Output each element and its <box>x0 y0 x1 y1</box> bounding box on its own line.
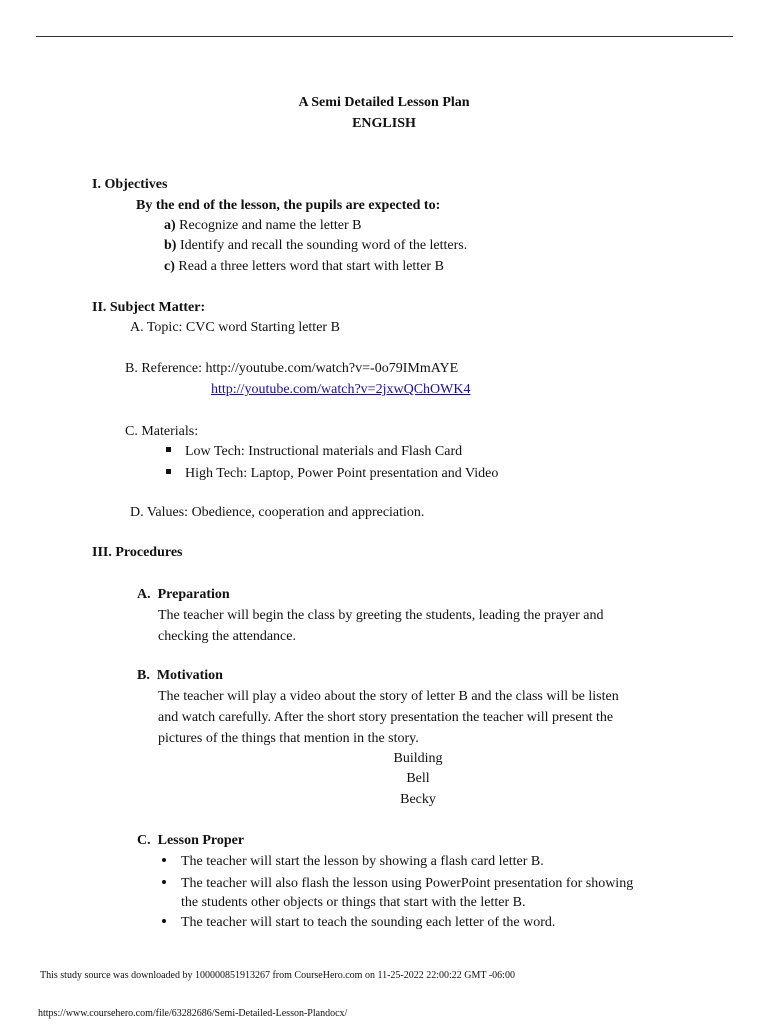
topic-line: A. Topic: CVC word Starting letter B <box>130 320 340 335</box>
bullet-text: The teacher will start the lesson by showing a flash card letter B. <box>181 854 544 869</box>
objective-marker: b) <box>164 238 177 253</box>
paragraph-line: pictures of the things that mention in the story. <box>158 731 419 746</box>
objectives-heading: I. Objectives <box>92 177 168 192</box>
lesson-proper-marker: C. <box>137 833 151 848</box>
paragraph-line: checking the attendance. <box>158 629 296 644</box>
download-notice: This study source was downloaded by 100000851913267 from CourseHero.com on 11-25-2022 22:00:22 GMT -06:00 <box>40 970 515 981</box>
objective-marker: a) <box>164 218 176 233</box>
objective-text: Recognize and name the letter B <box>179 218 362 233</box>
objective-item-a <box>164 216 362 236</box>
dot-bullet-icon <box>162 858 166 862</box>
lesson-bullet-2-continuation: the students other objects or things that start with the letter B. <box>181 895 526 910</box>
lesson-bullet-3 <box>162 913 555 933</box>
objective-text: Read a three letters word that start with letter B <box>178 259 444 274</box>
document-subject: ENGLISH <box>352 116 416 131</box>
square-bullet-icon <box>166 447 171 452</box>
dot-bullet-icon <box>162 880 166 884</box>
objectives-intro: By the end of the lesson, the pupils are expected to: <box>136 198 441 213</box>
preparation-title: Preparation <box>157 587 230 602</box>
dot-bullet-icon <box>162 919 166 923</box>
objective-marker: c) <box>164 259 175 274</box>
bullet-text: The teacher will also flash the lesson using PowerPoint presentation for showing <box>181 876 634 891</box>
motivation-marker: B. <box>137 668 150 683</box>
paragraph-line: The teacher will begin the class by greeting the students, leading the prayer and <box>158 608 604 623</box>
materials-label: C. Materials: <box>125 424 199 439</box>
reference-link-text[interactable]: http://youtube.com/watch?v=2jxwQChOWK4 <box>211 382 471 397</box>
objective-item-b <box>164 236 467 256</box>
lesson-proper-heading <box>137 831 244 851</box>
story-word-building: Building <box>393 751 443 766</box>
values-line: D. Values: Obedience, cooperation and appreciation. <box>130 505 425 520</box>
lesson-proper-title: Lesson Proper <box>157 833 245 848</box>
objective-item-c <box>164 257 444 277</box>
lesson-bullet-2 <box>162 874 633 894</box>
materials-item-low-tech <box>166 442 462 462</box>
square-bullet-icon <box>166 469 171 474</box>
story-word-becky: Becky <box>400 792 436 807</box>
preparation-marker: A. <box>137 587 151 602</box>
document-title: A Semi Detailed Lesson Plan <box>298 95 470 110</box>
procedures-heading: III. Procedures <box>92 545 183 560</box>
objective-text: Identify and recall the sounding word of the letters. <box>179 238 468 253</box>
motivation-title: Motivation <box>156 668 223 683</box>
reference-line: B. Reference: http://youtube.com/watch?v=-0o79IMmAYE <box>125 361 459 376</box>
motivation-heading <box>137 666 223 686</box>
materials-item-high-tech <box>166 464 498 484</box>
materials-item-text: Low Tech: Instructional materials and Flash Card <box>185 444 463 459</box>
preparation-paragraph <box>158 605 604 647</box>
paragraph-line: The teacher will play a video about the story of letter B and the class will be listen <box>158 689 619 704</box>
motivation-paragraph <box>158 686 619 749</box>
lesson-bullet-1 <box>162 852 544 872</box>
materials-item-text: High Tech: Laptop, Power Point presentation and Video <box>185 466 499 481</box>
reference-link[interactable] <box>211 380 470 400</box>
top-divider <box>36 36 733 37</box>
preparation-heading <box>137 585 230 605</box>
subject-matter-heading: II. Subject Matter: <box>92 300 206 315</box>
paragraph-line: and watch carefully. After the short story presentation the teacher will present the <box>158 710 614 725</box>
bullet-text: The teacher will start to teach the sounding each letter of the word. <box>181 915 556 930</box>
footer-url[interactable]: https://www.coursehero.com/file/63282686/Semi-Detailed-Lesson-Plandocx/ <box>38 1008 348 1019</box>
story-word-bell: Bell <box>406 771 430 786</box>
